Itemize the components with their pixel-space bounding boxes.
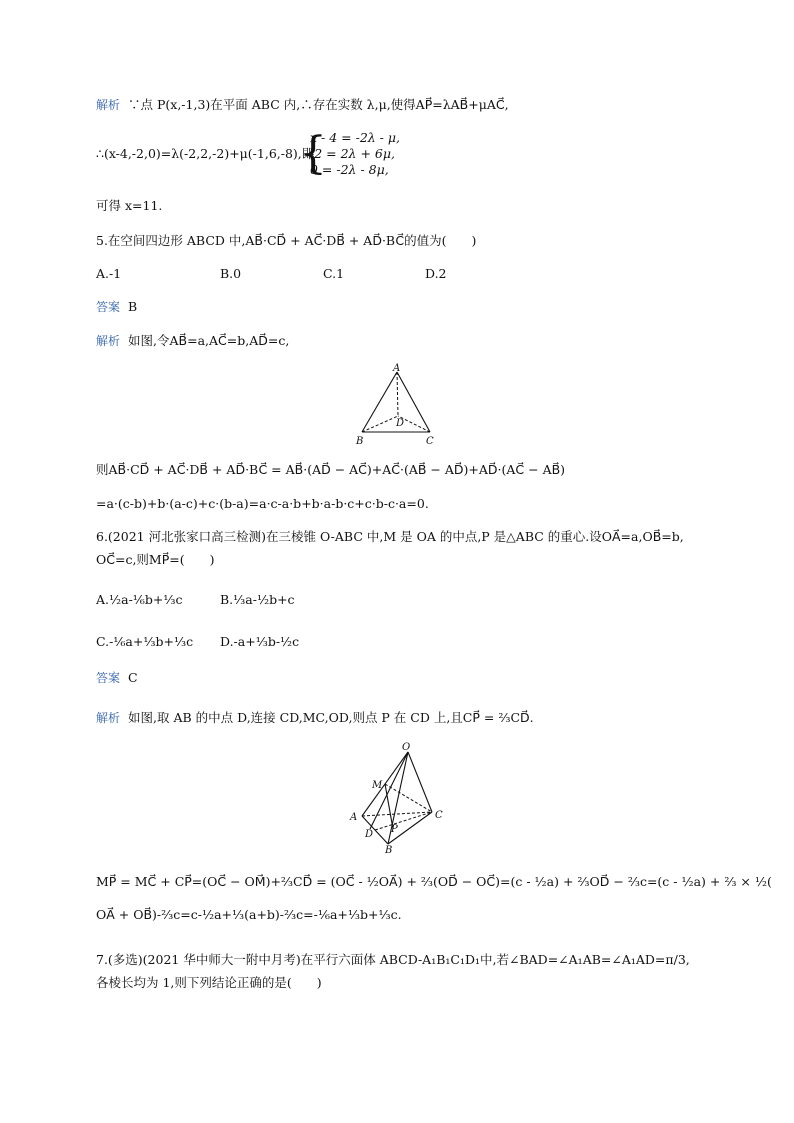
- q5-option-a: A.-1: [96, 266, 122, 281]
- left-brace-icon: {: [299, 128, 327, 179]
- vertex-label: D: [396, 418, 405, 429]
- vertex-label: C: [435, 810, 443, 821]
- vertex-label: B: [385, 845, 393, 855]
- equation-row: -2 = 2λ + 6μ,: [310, 146, 395, 161]
- vertex-label: O: [402, 742, 411, 753]
- q6-stem-line-1: 6.(2021 河北张家口高三检测)在三棱锥 O-ABC 中,M 是 OA 的中点,P 是△ABC 的重心.设OA⃗=a,OB⃗=b,: [96, 529, 684, 544]
- solution-label: 解析: [96, 334, 121, 348]
- q6-solution-line-3: OA⃗ + OB⃗)-⅔c=c-½a+⅓(a+b)-⅔c=-⅙a+⅓b+⅓c.: [96, 907, 402, 922]
- q5-option-c: C.1: [323, 266, 345, 281]
- tetrahedron-figure-abcd: [352, 362, 442, 448]
- q4-solution-line-2: ∴(x-4,-2,0)=λ(-2,2,-2)+μ(-1,6,-8),即: [96, 146, 315, 161]
- q7-stem-line-1: 7.(多选)(2021 华中师大一附中月考)在平行六面体 ABCD-A₁B₁C₁D₁中,若∠BAD=∠A₁AB=∠A₁AD=π/3,: [96, 952, 690, 967]
- vertex-label: C: [426, 436, 434, 447]
- q6-answer: 答案 C: [96, 670, 138, 685]
- q4-solution-line-3: 可得 x=11.: [96, 198, 163, 213]
- q7-stem-line-2: 各棱长均为 1,则下列结论正确的是( ): [96, 975, 322, 990]
- equation-rows: [310, 130, 400, 178]
- q5-solution-line-1: 解析 如图,令AB⃗=a,AC⃗=b,AD⃗=c,: [96, 333, 290, 348]
- solution-label: 解析: [96, 98, 121, 112]
- q6-option-b: B.⅓a-½b+c: [220, 592, 295, 607]
- answer-label: 答案: [96, 671, 121, 685]
- equation-row: 0 = -2λ - 8μ,: [310, 162, 389, 177]
- tetrahedron-figure-oabc: [342, 740, 452, 855]
- vertex-label: D: [365, 829, 374, 840]
- q6-option-c: C.-⅙a+⅓b+⅓c: [96, 634, 194, 649]
- vertex-label: A: [393, 363, 401, 374]
- vertex-label: M: [372, 780, 383, 791]
- q5-solution-line-3: =a·(c-b)+b·(a-c)+c·(b-a)=a·c-a·b+b·a-b·c+c·b-c·a=0.: [96, 496, 429, 511]
- solution-label: 解析: [96, 711, 121, 725]
- vertex-label: A: [350, 812, 358, 823]
- q5-stem: 5.在空间四边形 ABCD 中,AB⃗·CD⃗ + AC⃗·DB⃗ + AD⃗·BC⃗的值为( ): [96, 233, 477, 248]
- vertex-label: P: [391, 824, 398, 835]
- q5-option-b: B.0: [220, 266, 242, 281]
- equation-row: x - 4 = -2λ - μ,: [310, 130, 400, 145]
- q6-stem-line-2: OC⃗=c,则MP⃗=( ): [96, 552, 215, 567]
- q6-solution-line-1: 解析 如图,取 AB 的中点 D,连接 CD,MC,OD,则点 P 在 CD 上,且CP⃗ = ⅔CD⃗.: [96, 710, 534, 725]
- answer-label: 答案: [96, 300, 121, 314]
- vertex-label: B: [356, 436, 364, 447]
- q6-option-a: A.½a-⅙b+⅓c: [96, 592, 183, 607]
- q5-option-d: D.2: [425, 266, 447, 281]
- q5-solution-line-2: 则AB⃗·CD⃗ + AC⃗·DB⃗ + AD⃗·BC⃗ = AB⃗·(AD⃗ − AC⃗)+AC⃗·(AB⃗ − AD⃗)+AD⃗·(AC⃗ − AB⃗): [96, 462, 566, 477]
- q5-answer: 答案 B: [96, 299, 138, 314]
- q6-option-d: D.-a+⅓b-½c: [220, 634, 300, 649]
- q6-solution-line-2: MP⃗ = MC⃗ + CP⃗=(OC⃗ − OM⃗)+⅔CD⃗ = (OC⃗ - ½OA⃗) + ⅔(OD⃗ − OC⃗)=(c - ½a) + ⅔OD⃗ − ⅔c=(c - ½a) + ⅔ × ½(: [96, 874, 772, 889]
- q4-solution-line-1: 解析 ∵点 P(x,-1,3)在平面 ABC 内,∴存在实数 λ,μ,使得AP⃗=λAB⃗+μAC⃗,: [96, 97, 509, 112]
